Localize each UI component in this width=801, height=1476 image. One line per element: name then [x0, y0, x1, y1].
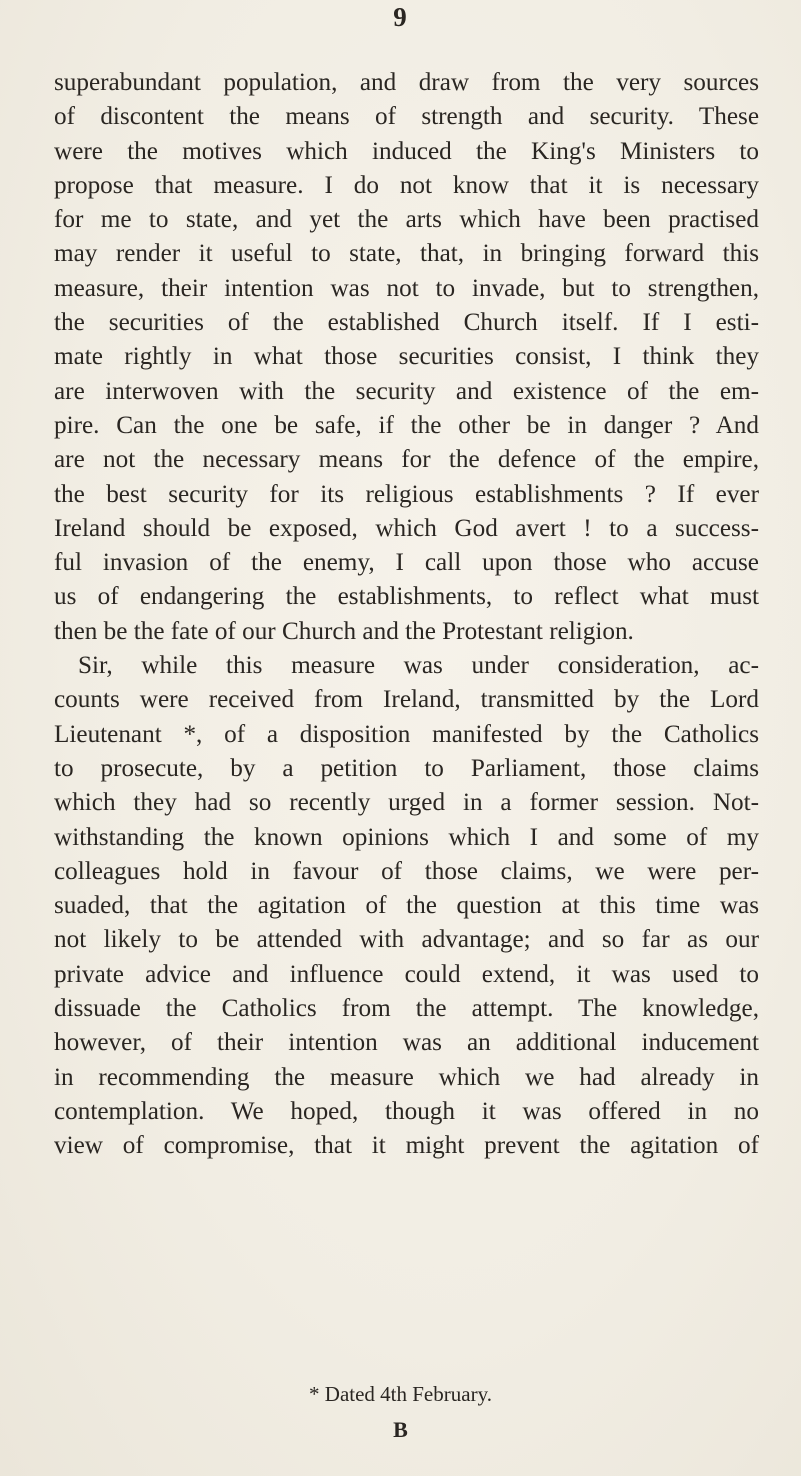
text-line: which they had so recently urged in a former session. Not-: [54, 789, 759, 817]
text-line: private advice and influence could extend, it was used to: [54, 960, 759, 988]
text-line: Lieutenant *, of a disposition manifested by the Catholics: [54, 720, 759, 748]
text-line: withstanding the known opinions which I and some of my: [54, 823, 759, 851]
body-text: [54, 66, 759, 1164]
text-line: however, of their intention was an additional inducement: [54, 1029, 759, 1057]
text-line: are interwoven with the security and existence of the em-: [54, 377, 759, 405]
text-line: were the motives which induced the King's Ministers to: [54, 137, 759, 165]
text-line: in recommending the measure which we had already in: [54, 1063, 759, 1091]
text-line: us of endangering the establishments, to reflect what must: [54, 583, 759, 611]
text-line: mate rightly in what those securities consist, I think they: [54, 343, 759, 371]
text-line: counts were received from Ireland, transmitted by the Lord: [54, 686, 759, 714]
text-line: colleagues hold in favour of those claims, we were per-: [54, 857, 759, 885]
text-line: ful invasion of the enemy, I call upon those who accuse: [54, 549, 759, 577]
text-line: the securities of the established Church itself. If I esti-: [54, 309, 759, 337]
page-number: 9: [393, 2, 408, 32]
signature-mark: B: [393, 1417, 408, 1442]
text-line: view of compromise, that it might prevent the agitation of: [54, 1132, 759, 1160]
text-line: then be the fate of our Church and the Protestant religion.: [54, 617, 634, 645]
text-line: measure, their intention was not to invade, but to strengthen,: [54, 274, 759, 302]
text-line: pire. Can the one be safe, if the other be in danger ? And: [54, 411, 759, 439]
text-line: dissuade the Catholics from the attempt. The knowledge,: [54, 995, 759, 1023]
text-line: of discontent the means of strength and security. These: [54, 103, 759, 131]
text-line: contemplation. We hoped, though it was offered in no: [54, 1097, 759, 1125]
text-line: Ireland should be exposed, which God avert ! to a success-: [54, 514, 759, 542]
text-line: for me to state, and yet the arts which have been practised: [54, 206, 759, 234]
text-line: the best security for its religious establishments ? If ever: [54, 480, 759, 508]
text-line: are not the necessary means for the defence of the empire,: [54, 446, 759, 474]
text-line: to prosecute, by a petition to Parliament, those claims: [54, 754, 759, 782]
text-line: not likely to be attended with advantage; and so far as our: [54, 926, 759, 954]
text-line: suaded, that the agitation of the question at this time was: [54, 892, 759, 920]
text-line: may render it useful to state, that, in bringing forward this: [54, 240, 759, 268]
footnote: * Dated 4th February.: [309, 1382, 492, 1406]
text-line: propose that measure. I do not know that it is necessary: [54, 171, 759, 199]
text-line: superabundant population, and draw from the very sources: [54, 69, 759, 96]
text-line: Sir, while this measure was under consideration, ac-: [78, 652, 759, 680]
